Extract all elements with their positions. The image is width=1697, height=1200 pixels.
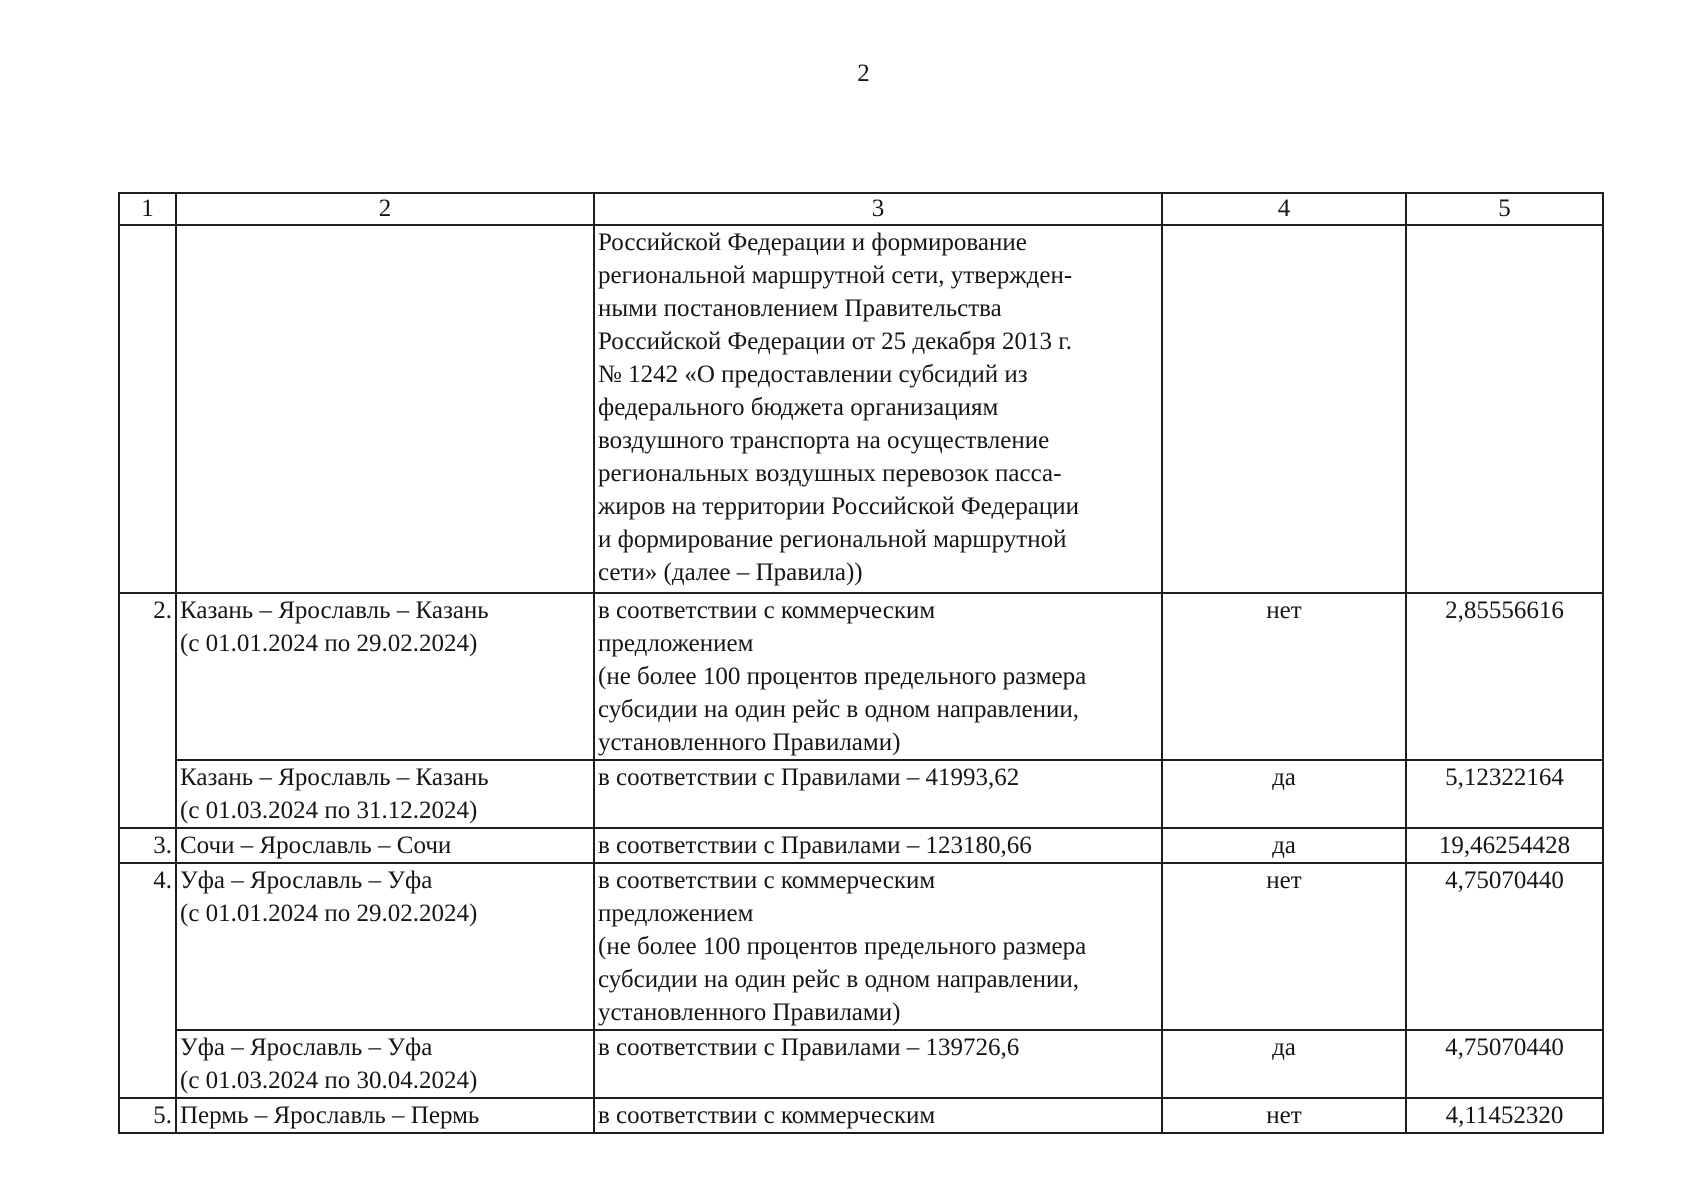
route-cell [176,1030,594,1098]
page-number: 2 [857,60,870,87]
text-line: установленного Правилами) [598,999,901,1026]
value-cell: 5,12322164 [1406,760,1603,828]
text-line: региональной маршрутной сети, утвержден- [598,262,1073,289]
route-cell [176,863,594,1030]
route-name: Казань – Ярославль – Казань [180,597,489,624]
route-cell [176,828,594,863]
text-line: сети» (далее – Правила)) [598,559,863,586]
table-row [119,760,1603,828]
row-number: 3. [119,828,176,863]
text-line: в соответствии с коммерческим [598,597,936,624]
flag-cell: нет [1162,1098,1406,1133]
value-cell: 19,46254428 [1406,828,1603,863]
text-line: (не более 100 процентов предельного размера [598,933,1087,960]
route-period: (с 01.03.2024 по 31.12.2024) [180,797,478,824]
text-line: в соответствии с коммерческим [598,867,936,894]
text-line: и формирование региональной маршрутной [598,526,1067,553]
text-line: воздушного транспорта на осуществление [598,427,1050,454]
text-line: субсидии на один рейс в одном направлении, [598,966,1079,993]
text-line: региональных воздушных перевозок пасса- [598,460,1062,487]
route-cell [176,760,594,828]
table-row [119,1098,1603,1133]
column-number-5: 5 [1406,193,1603,225]
route-name: Уфа – Ярославль – Уфа [180,867,433,894]
flag-cell: да [1162,1030,1406,1098]
flag-cell: нет [1162,593,1406,760]
text-line: Российской Федерации от 25 декабря 2013 г. [598,328,1072,355]
text-line: предложением [598,900,754,927]
row-number: 5. [119,1098,176,1133]
flag-cell: да [1162,760,1406,828]
text-line: установленного Правилами) [598,729,901,756]
route-name: Уфа – Ярославль – Уфа [180,1034,433,1061]
value-cell: 4,11452320 [1406,1098,1603,1133]
text-line: в соответствии с Правилами – 123180,66 [598,832,1032,859]
route-cell [176,1098,594,1133]
text-line: (не более 100 процентов предельного размера [598,663,1087,690]
table-row [119,1030,1603,1098]
route-period: (с 01.01.2024 по 29.02.2024) [180,630,478,657]
basis-cell [594,593,1162,760]
flag-cell: да [1162,828,1406,863]
text-line: № 1242 «О предоставлении субсидий из [598,361,1028,388]
route-period: (с 01.03.2024 по 30.04.2024) [180,1067,478,1094]
text-line: федерального бюджета организациям [598,394,999,421]
route-cell [176,593,594,760]
basis-cell [594,760,1162,828]
text-line: ными постановлением Правительства [598,295,1002,322]
route-name: Сочи – Ярославль – Сочи [180,832,452,859]
basis-cell [594,828,1162,863]
route-period: (с 01.01.2024 по 29.02.2024) [180,900,478,927]
text-line: в соответствии с Правилами – 139726,6 [598,1034,1020,1061]
column-number-4: 4 [1162,193,1406,225]
table-row [119,863,1603,1030]
column-number-1: 1 [119,193,176,225]
column-number-3: 3 [594,193,1162,225]
value-cell: 4,75070440 [1406,863,1603,1030]
basis-cell [594,1030,1162,1098]
basis-cell [594,1098,1162,1133]
row-number: 4. [119,863,176,1098]
text-line: в соответствии с коммерческим [598,1102,936,1129]
table-row [119,828,1603,863]
route-name: Пермь – Ярославль – Пермь [180,1102,480,1129]
basis-cell [594,863,1162,1030]
route-name: Казань – Ярославль – Казань [180,764,489,791]
value-cell: 4,75070440 [1406,1030,1603,1098]
column-number-2: 2 [176,193,594,225]
continuation-text [594,225,1162,593]
value-cell: 2,85556616 [1406,593,1603,760]
text-line: субсидии на один рейс в одном направлении, [598,696,1079,723]
text-line: предложением [598,630,754,657]
text-line: в соответствии с Правилами – 41993,62 [598,764,1020,791]
row-number: 2. [119,593,176,828]
subsidy-table [118,192,1604,1134]
table-row [119,593,1603,760]
flag-cell: нет [1162,863,1406,1030]
text-line: Российской Федерации и формирование [598,229,1027,256]
column-number-row [119,193,1603,225]
table-row-continuation [119,225,1603,593]
text-line: жиров на территории Российской Федерации [598,493,1079,520]
